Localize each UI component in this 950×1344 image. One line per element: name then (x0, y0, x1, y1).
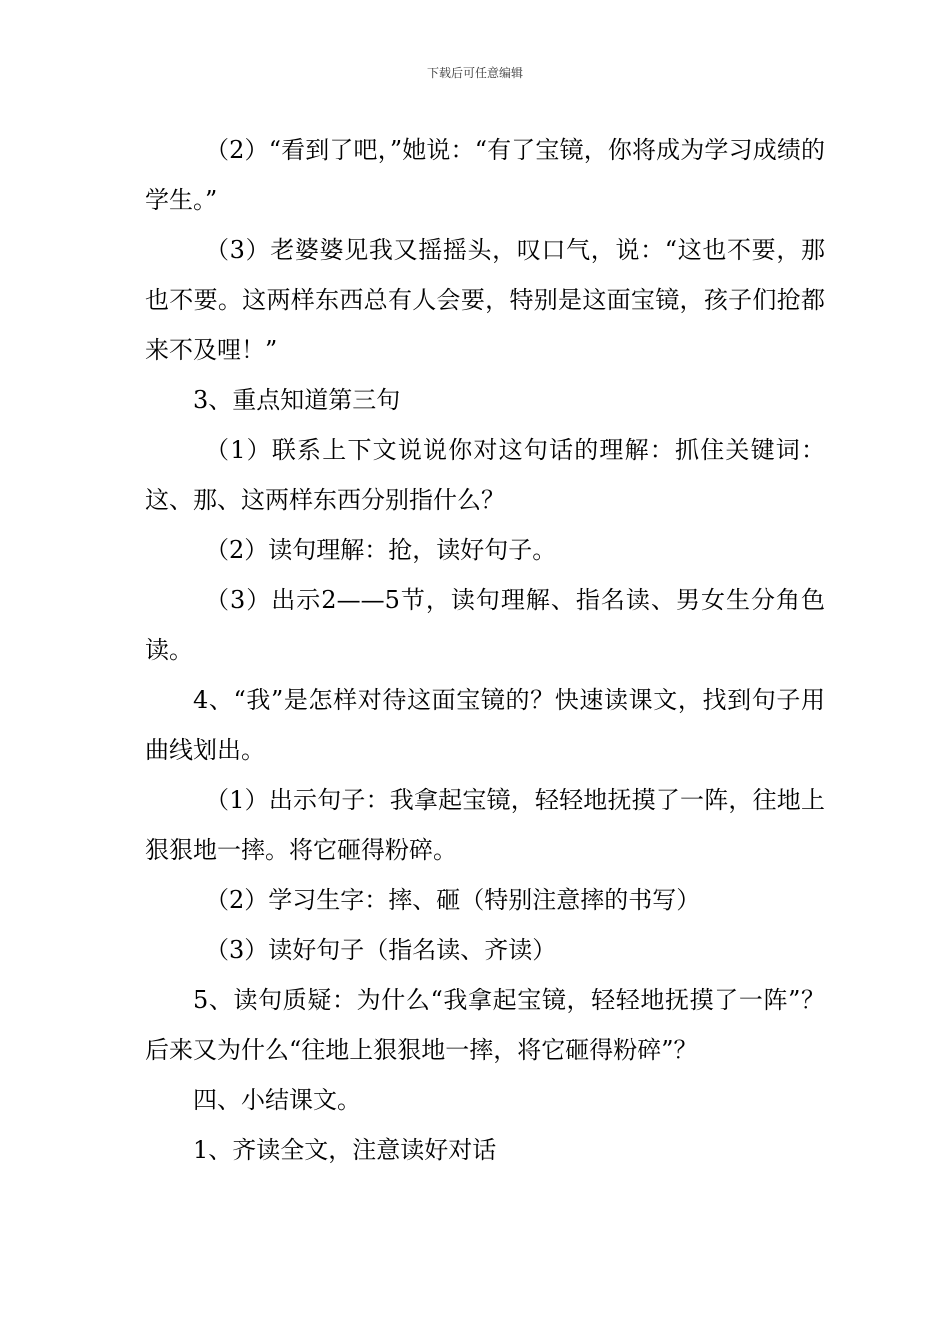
page-header: 下载后可任意编辑 (426, 66, 523, 80)
paragraph-11: 5、读句质疑：为什么“我拿起宝镜，轻轻地抚摸了一阵”？后来又为什么“往地上狠狠地一摔，将它砸得粉碎”？ (145, 986, 825, 1064)
paragraph-12: 四、小结课文。 (193, 1086, 361, 1114)
paragraph-13: 1、齐读全文，注意读好对话 (193, 1136, 497, 1164)
paragraph-4: （1）联系上下文说说你对这句话的理解：抓住关键词：这、那、这两样东西分别指什么？ (145, 436, 825, 514)
paragraph-10: （3）读好句子（指名读、齐读） (205, 936, 557, 964)
document-body (145, 125, 825, 1175)
paragraph-7: 4、“我”是怎样对待这面宝镜的？快速读课文，找到句子用曲线划出。 (145, 686, 825, 764)
paragraph-9: （2）学习生字：摔、砸（特别注意摔的书写） (205, 886, 701, 914)
paragraph-8: （1）出示句子：我拿起宝镜，轻轻地抚摸了一阵，往地上狠狠地一摔。将它砸得粉碎。 (145, 786, 825, 864)
paragraph-6: （3）出示2——5节，读句理解、指名读、男女生分角色读。 (145, 586, 825, 664)
paragraph-5: （2）读句理解：抢，读好句子。 (205, 536, 557, 564)
paragraph-2: （3）老婆婆见我又摇摇头，叹口气，说：“这也不要，那也不要。这两样东西总有人会要，特别是这面宝镜，孩子们抢都来不及哩！” (145, 236, 825, 364)
paragraph-1: （2）“看到了吧，”她说：“有了宝镜，你将成为学习成绩的学生。” (145, 136, 825, 214)
paragraph-3: 3、重点知道第三句 (193, 386, 401, 414)
